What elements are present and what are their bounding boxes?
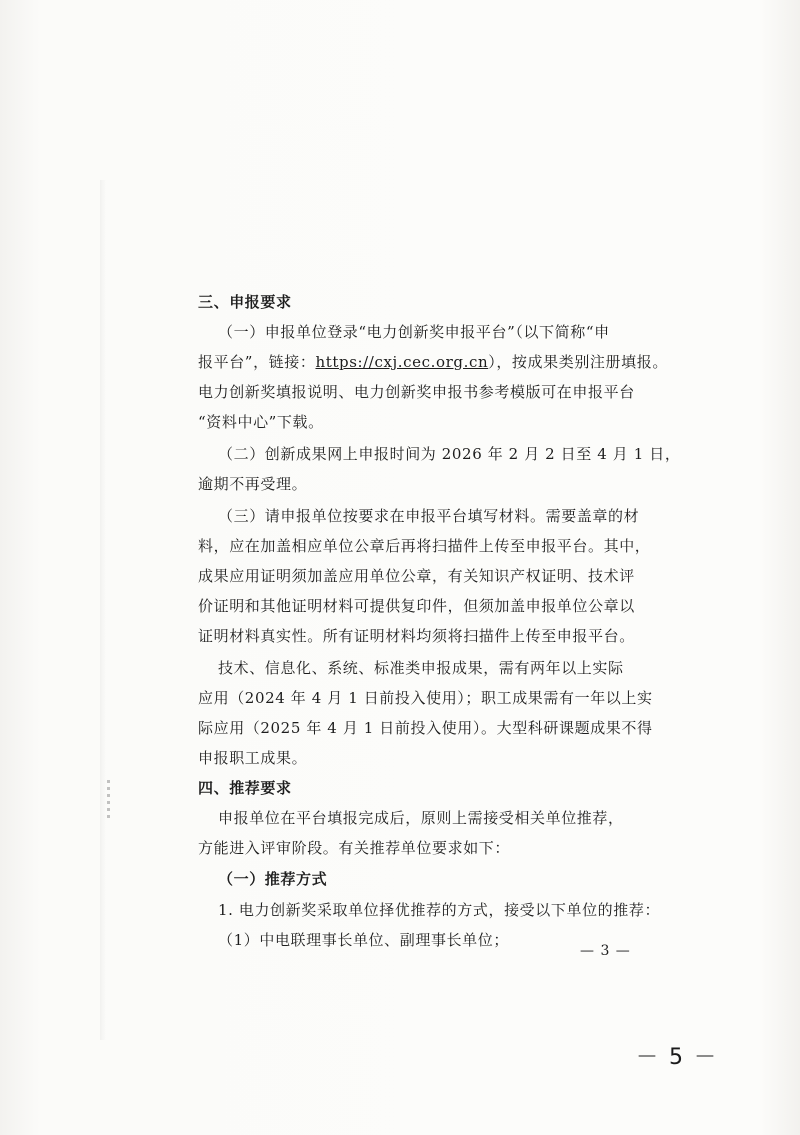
paragraph-line: 成果应用证明须加盖应用单位公章，有关知识产权证明、技术评 xyxy=(198,567,635,585)
paragraph-line: “资料中心”下载。 xyxy=(198,413,324,431)
paragraph-line: 价证明和其他证明材料可提供复印件，但须加盖申报单位公章以 xyxy=(198,597,635,615)
platform-link[interactable]: https://cxj.cec.org.cn xyxy=(315,353,489,371)
section-heading-recommendation-requirements: 四、推荐要求 xyxy=(198,779,292,797)
paragraph-line: 证明材料真实性。所有证明材料均须将扫描件上传至申报平台。 xyxy=(198,627,635,645)
inner-page-number: — 3 — xyxy=(580,943,631,959)
paragraph-line: 料，应在加盖相应单位公章后再将扫描件上传至申报平台。其中， xyxy=(198,537,651,555)
paragraph-line: 方能进入评审阶段。有关推荐单位要求如下： xyxy=(198,839,511,857)
paragraph-line xyxy=(198,352,668,372)
paragraph-line: 际应用（2025 年 4 月 1 日前投入使用）。大型科研课题成果不得 xyxy=(198,719,653,737)
list-item: 1. 电力创新奖采取单位择优推荐的方式，接受以下单位的推荐： xyxy=(218,901,661,919)
section-heading-application-requirements: 三、申报要求 xyxy=(198,293,292,311)
paragraph-line: 申报单位在平台填报完成后，原则上需接受相关单位推荐， xyxy=(218,809,624,827)
paragraph-line: （一）申报单位登录“电力创新奖申报平台”（以下简称“申 xyxy=(218,323,610,341)
scan-edge-shadow xyxy=(100,180,106,1040)
text-span: ），按成果类别注册填报。 xyxy=(488,353,668,371)
text-span: 报平台”，链接： xyxy=(198,353,316,371)
paragraph-line: （三）请申报单位按要求在申报平台填写材料。需要盖章的材 xyxy=(218,507,640,525)
subheading-recommendation-method: （一）推荐方式 xyxy=(218,870,328,888)
paragraph-line: 电力创新奖填报说明、电力创新奖申报书参考模版可在申报平台 xyxy=(198,383,635,401)
outer-page-number: － 5 － xyxy=(636,1045,718,1070)
binding-mark xyxy=(107,780,110,820)
paragraph-line: 申报职工成果。 xyxy=(198,749,308,767)
paragraph-line: 技术、信息化、系统、标准类申报成果，需有两年以上实际 xyxy=(218,659,624,677)
paragraph-line: 逾期不再受理。 xyxy=(198,475,308,493)
list-item: （1）中电联理事长单位、副理事长单位； xyxy=(218,931,509,949)
paragraph-line: （二）创新成果网上申报时间为 2026 年 2 月 2 日至 4 月 1 日， xyxy=(218,445,681,463)
paragraph-line: 应用（2024 年 4 月 1 日前投入使用）；职工成果需有一年以上实 xyxy=(198,689,653,707)
